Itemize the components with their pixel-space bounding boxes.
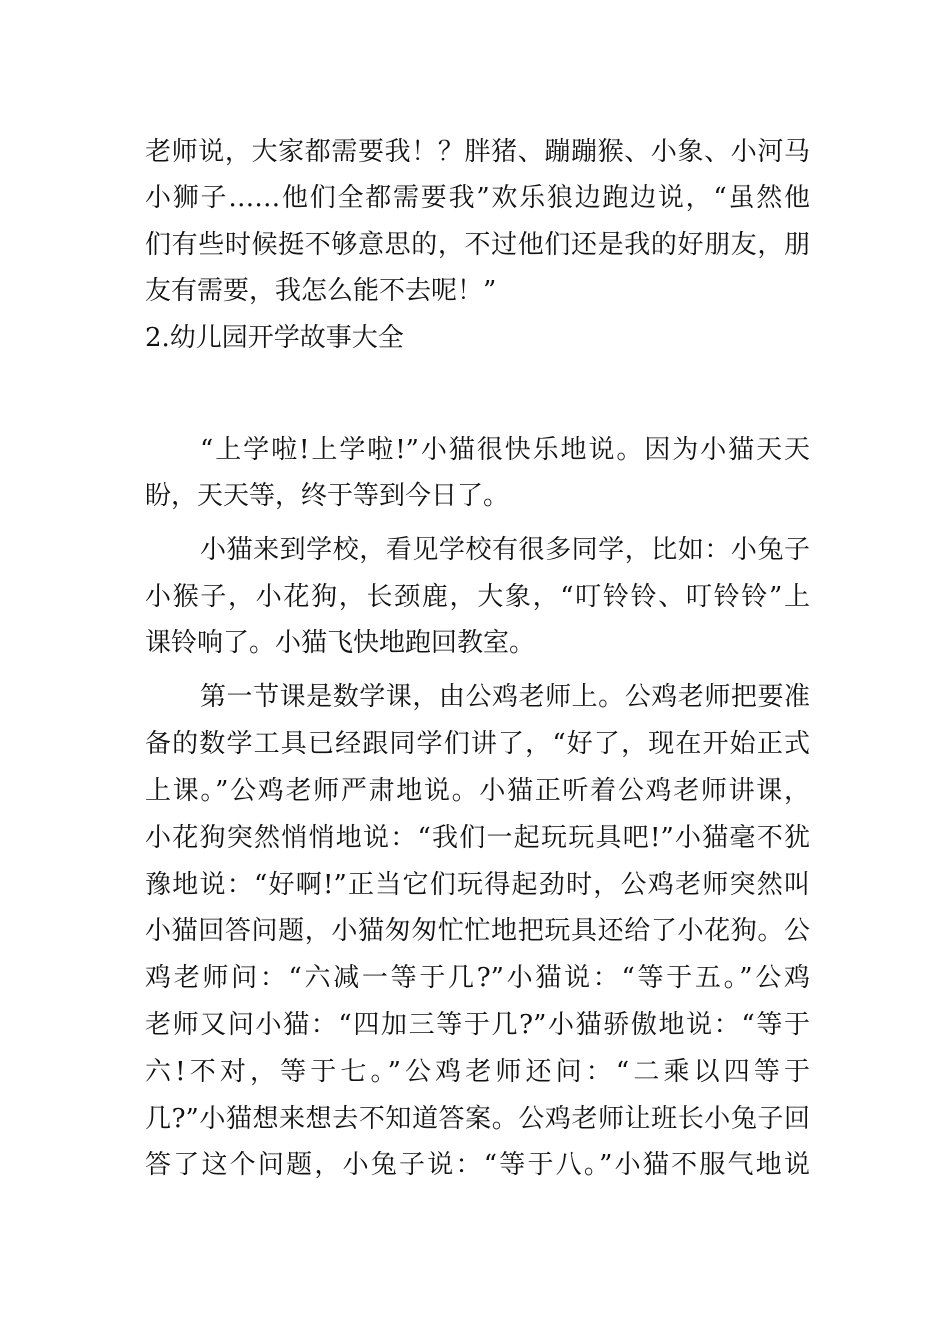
paragraph-4-line-3: 上课。”公鸡老师严肃地说。小猫正听着公鸡老师讲课， [145, 776, 810, 806]
paragraph-2-line-1: “上学啦!上学啦!”小猫很快乐地说。因为小猫天天 [200, 435, 810, 465]
paragraph-4-line-5: 豫地说：“好啊!”正当它们玩得起劲时，公鸡老师突然叫 [145, 870, 810, 900]
paragraph-4-line-9: 六!不对，等于七。”公鸡老师还问：“二乘以四等于 [145, 1057, 810, 1087]
paragraph-1-line-2: 小狮子……他们全都需要我”欢乐狼边跑边说，“虽然他 [145, 183, 810, 213]
paragraph-4-line-4: 小花狗突然悄悄地说：“我们一起玩玩具吧!”小猫毫不犹 [145, 823, 810, 853]
section-heading: 2.幼儿园开学故事大全 [145, 323, 404, 353]
paragraph-2-line-2: 盼，天天等，终于等到今日了。 [145, 481, 510, 511]
paragraph-3-line-1: 小猫来到学校，看见学校有很多同学，比如：小兔子 [200, 535, 810, 565]
paragraph-1-line-4: 友有需要，我怎么能不去呢！” [145, 276, 497, 306]
paragraph-4-line-7: 鸡老师问：“六减一等于几?”小猫说：“等于五。”公鸡 [145, 963, 810, 993]
paragraph-1-line-1: 老师说，大家都需要我！？胖猪、蹦蹦猴、小象、小河马 [145, 137, 810, 167]
paragraph-3-line-3: 课铃响了。小猫飞快地跑回教室。 [145, 628, 536, 658]
paragraph-4-line-2: 备的数学工具已经跟同学们讲了，“好了，现在开始正式 [145, 729, 810, 759]
paragraph-4-line-1: 第一节课是数学课，由公鸡老师上。公鸡老师把要准 [200, 682, 810, 712]
paragraph-3-line-2: 小猴子，小花狗，长颈鹿，大象，“叮铃铃、叮铃铃”上 [145, 582, 810, 612]
paragraph-4-line-11: 答了这个问题，小兔子说：“等于八。”小猫不服气地说 [145, 1150, 810, 1180]
paragraph-1-line-3: 们有些时候挺不够意思的，不过他们还是我的好朋友，朋 [145, 230, 810, 260]
paragraph-4-line-6: 小猫回答问题，小猫匆匆忙忙地把玩具还给了小花狗。公 [145, 916, 810, 946]
paragraph-4-line-10: 几?”小猫想来想去不知道答案。公鸡老师让班长小兔子回 [145, 1104, 810, 1134]
paragraph-4-line-8: 老师又问小猫：“四加三等于几?”小猫骄傲地说：“等于 [145, 1010, 810, 1040]
